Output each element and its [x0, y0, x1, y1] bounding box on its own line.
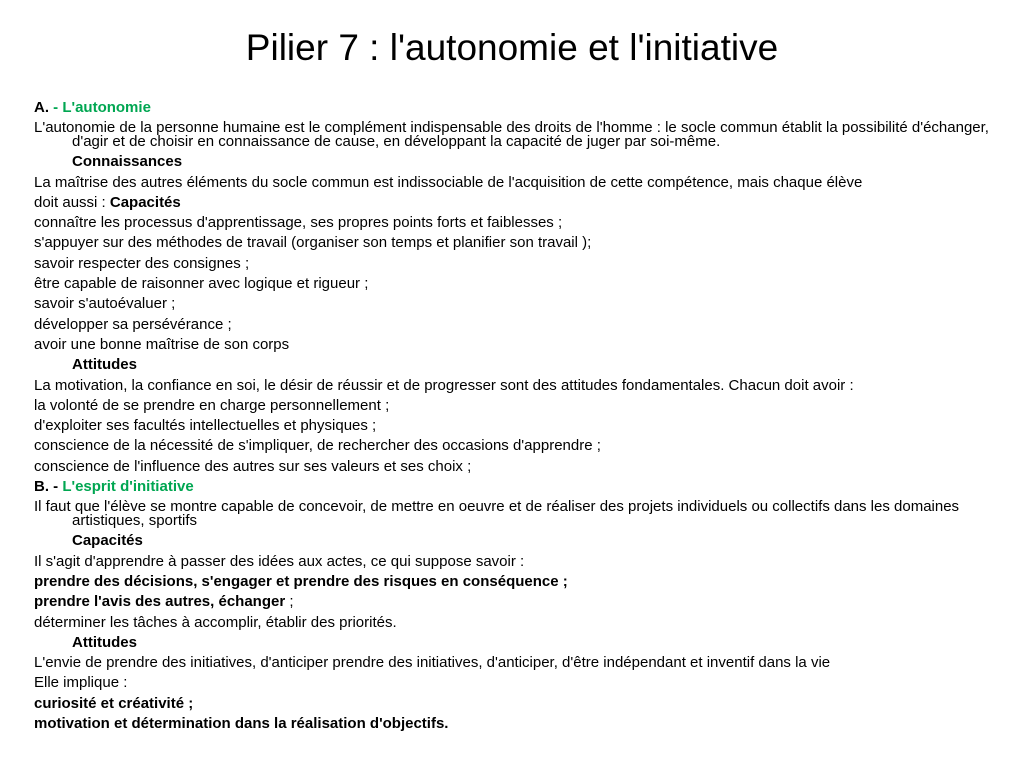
slide-body — [34, 98, 994, 734]
section-b-capacite-item: déterminer les tâches à accomplir, établir des priorités. — [34, 613, 397, 631]
section-b-capacite-2-bold: prendre l'avis des autres, échanger — [34, 593, 286, 611]
section-a-attitude-item: conscience de l'influence des autres sur ses valeurs et ses choix ; — [34, 457, 472, 475]
section-b-title: L'esprit d'initiative — [62, 478, 194, 496]
section-b-attitudes-label: Attitudes — [72, 633, 137, 651]
section-a-capacites-label: Capacités — [109, 193, 181, 211]
section-a-connaissances-text-1: La maîtrise des autres éléments du socle commun est indissociable de l'acquisition de cette compétence, mais chaque élève — [34, 173, 863, 191]
section-a-title: L'autonomie — [62, 99, 151, 116]
section-a-connaissances-label: Connaissances — [72, 153, 183, 171]
section-a-attitude-item: d'exploiter ses facultés intellectuelles et physiques ; — [34, 417, 377, 435]
section-b-capacites-label: Capacités — [72, 532, 143, 550]
section-a-connaissances-text-2-lead: doit aussi : — [34, 193, 110, 211]
slide-title: Pilier 7 : l'autonomie et l'initiative — [245, 27, 779, 68]
section-a-attitudes-intro: La motivation, la confiance en soi, le désir de réussir et de progresser sont des attitudes fondamentales. Chacun doit avoir : — [34, 376, 854, 394]
section-a-capacite-item: être capable de raisonner avec logique et rigueur ; — [34, 275, 369, 293]
section-b-attitude-item: curiosité et créativité ; — [34, 694, 194, 712]
section-b-attitude-item: motivation et détermination dans la réalisation d'objectifs. — [34, 715, 449, 733]
section-b-dash: - — [49, 478, 63, 496]
section-b-letter: B. — [34, 478, 49, 496]
section-b-attitudes-intro: L'envie de prendre des initiatives, d'anticiper prendre des initiatives, d'anticiper, d'être indépendant et inventif dans la vie — [34, 654, 831, 672]
section-a-capacite-item: développer sa persévérance ; — [34, 315, 232, 333]
section-b-capacite-item: prendre des décisions, s'engager et prendre des risques en conséquence ; — [34, 572, 568, 590]
section-a-letter: A. — [34, 99, 49, 116]
section-b-capacite-2-rest: ; — [285, 593, 294, 611]
section-a-heading — [34, 98, 994, 118]
section-a-dash: - — [49, 99, 63, 116]
section-a-capacite-item: avoir une bonne maîtrise de son corps — [34, 335, 290, 353]
section-b-capacites-intro: Il s'agit d'apprendre à passer des idées aux actes, ce qui suppose savoir : — [34, 552, 525, 570]
section-a-capacite-item: savoir s'autoévaluer ; — [34, 295, 176, 313]
section-b-heading — [34, 477, 994, 497]
section-a-capacite-item: connaître les processus d'apprentissage, ses propres points forts et faiblesses ; — [34, 214, 563, 232]
section-b-implique: Elle implique : — [34, 674, 128, 692]
section-a-capacite-item: savoir respecter des consignes ; — [34, 254, 250, 272]
section-a-capacite-item: s'appuyer sur des méthodes de travail (organiser son temps et planifier son travail ); — [34, 234, 592, 252]
section-b-capacite-item — [34, 592, 994, 612]
section-a-connaissances-text-2 — [34, 193, 994, 213]
section-a-attitude-item: la volonté de se prendre en charge personnellement ; — [34, 396, 390, 414]
section-a-attitudes-label: Attitudes — [72, 356, 137, 374]
section-b-intro: Il faut que l'élève se montre capable de concevoir, de mettre en oeuvre et de réaliser des projets individuels ou collectifs dans les domaines artistiques, sportifs — [34, 498, 960, 530]
section-a-attitude-item: conscience de la nécessité de s'impliquer, de rechercher des occasions d'apprendre ; — [34, 437, 601, 455]
section-a-intro: L'autonomie de la personne humaine est le complément indispensable des droits de l'homme : le socle commun établit la possibilité d'échanger, d'agir et de choisir en connaissance de cause, en développant la capacité de juger par soi-même. — [34, 119, 989, 151]
